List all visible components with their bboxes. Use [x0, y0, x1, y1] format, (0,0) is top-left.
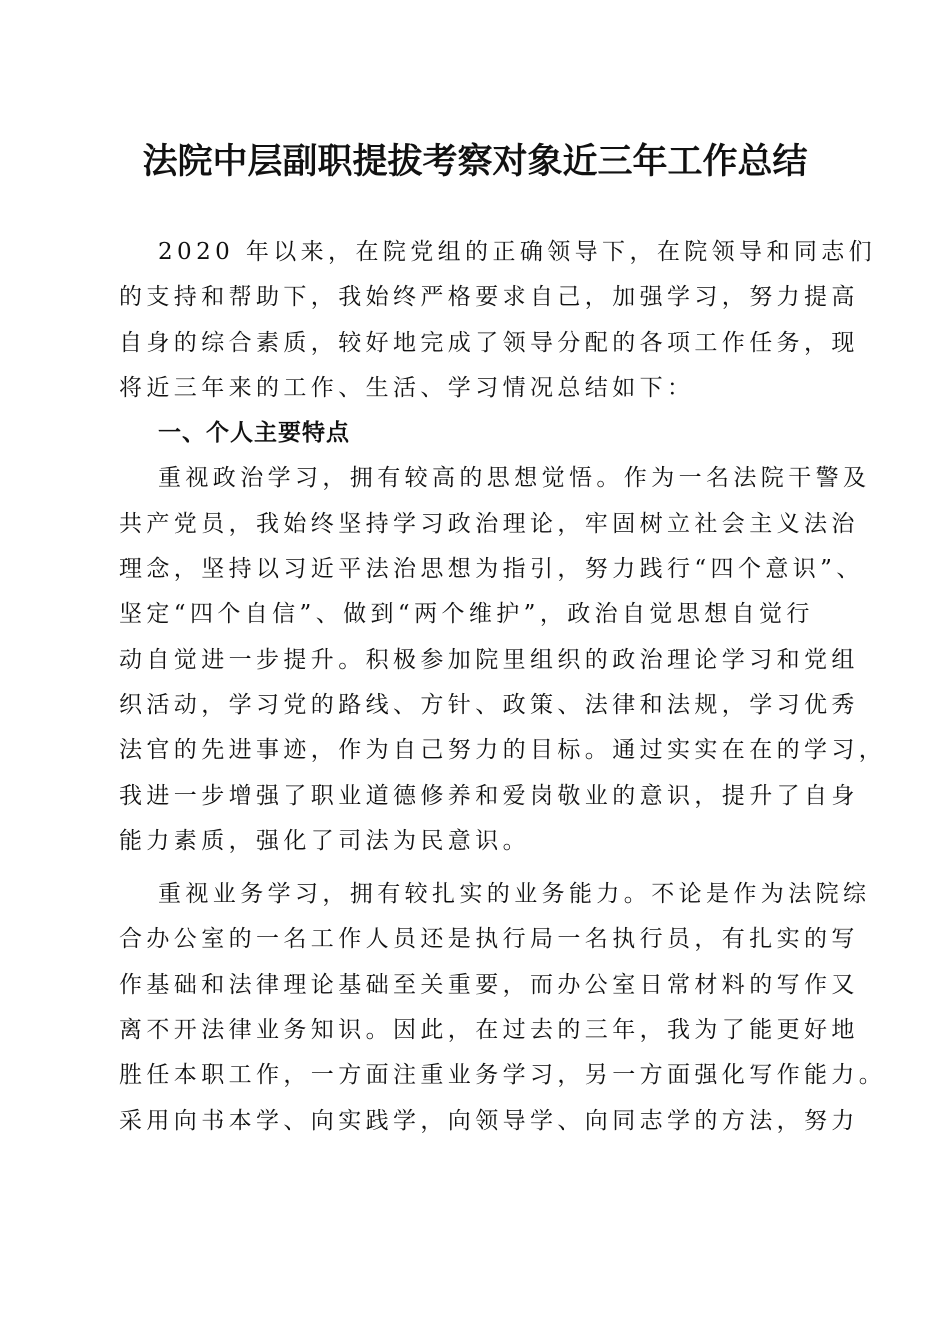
paragraph-line: 理念，坚持以习近平法治思想为指引，努力践行“四个意识”、: [119, 556, 864, 583]
paragraph-line: 合办公室的一名工作人员还是执行局一名执行员，有扎实的写: [119, 926, 859, 953]
paragraph-line: 采用向书本学、向实践学，向领导学、向同志学的方法，努力: [119, 1107, 859, 1134]
paragraph-line: 织活动，学习党的路线、方针、政策、法律和法规，学习优秀: [119, 691, 859, 718]
paragraph-line: 重视政治学习，拥有较高的思想觉悟。作为一名法院干警及: [158, 465, 871, 492]
paragraph-line: 法官的先进事迹，作为自己努力的目标。通过实实在在的学习，: [119, 737, 887, 764]
paragraph-line: 离不开法律业务知识。因此，在过去的三年，我为了能更好地: [119, 1017, 859, 1044]
paragraph-line: 动自觉进一步提升。积极参加院里组织的政治理论学习和党组: [119, 646, 859, 673]
section-heading: 一、个人主要特点: [158, 420, 350, 447]
document-body: [119, 230, 887, 1144]
paragraph-line: 共产党员，我始终坚持学习政治理论，牢固树立社会主义法治: [119, 510, 859, 537]
paragraph-political-study: [119, 456, 887, 864]
intro-line: 自身的综合素质，较好地完成了领导分配的各项工作任务，现: [119, 329, 859, 356]
intro-line: 将近三年来的工作、生活、学习情况总结如下：: [119, 374, 695, 401]
intro-line: 的支持和帮助下，我始终严格要求自己，加强学习，努力提高: [119, 284, 859, 311]
paragraph-line: 坚定“四个自信”、做到“两个维护”，政治自觉思想自觉行: [119, 601, 814, 628]
intro-paragraph: [119, 230, 877, 411]
paragraph-line: 能力素质，强化了司法为民意识。: [119, 827, 530, 854]
paragraph-business-study: [119, 872, 887, 1144]
paragraph-spacer: [119, 864, 829, 872]
document-title: 法院中层副职提拔考察对象近三年工作总结: [142, 141, 808, 182]
intro-line: 2020 年以来，在院党组的正确领导下，在院领导和同志们: [158, 239, 877, 265]
paragraph-line: 我进一步增强了职业道德修养和爱岗敬业的意识，提升了自身: [119, 782, 859, 809]
paragraph-line: 作基础和法律理论基础至关重要，而办公室日常材料的写作又: [119, 971, 859, 998]
paragraph-line: 胜任本职工作，一方面注重业务学习，另一方面强化写作能力。: [119, 1062, 887, 1089]
paragraph-line: 重视业务学习，拥有较扎实的业务能力。不论是作为法院综: [158, 881, 871, 908]
